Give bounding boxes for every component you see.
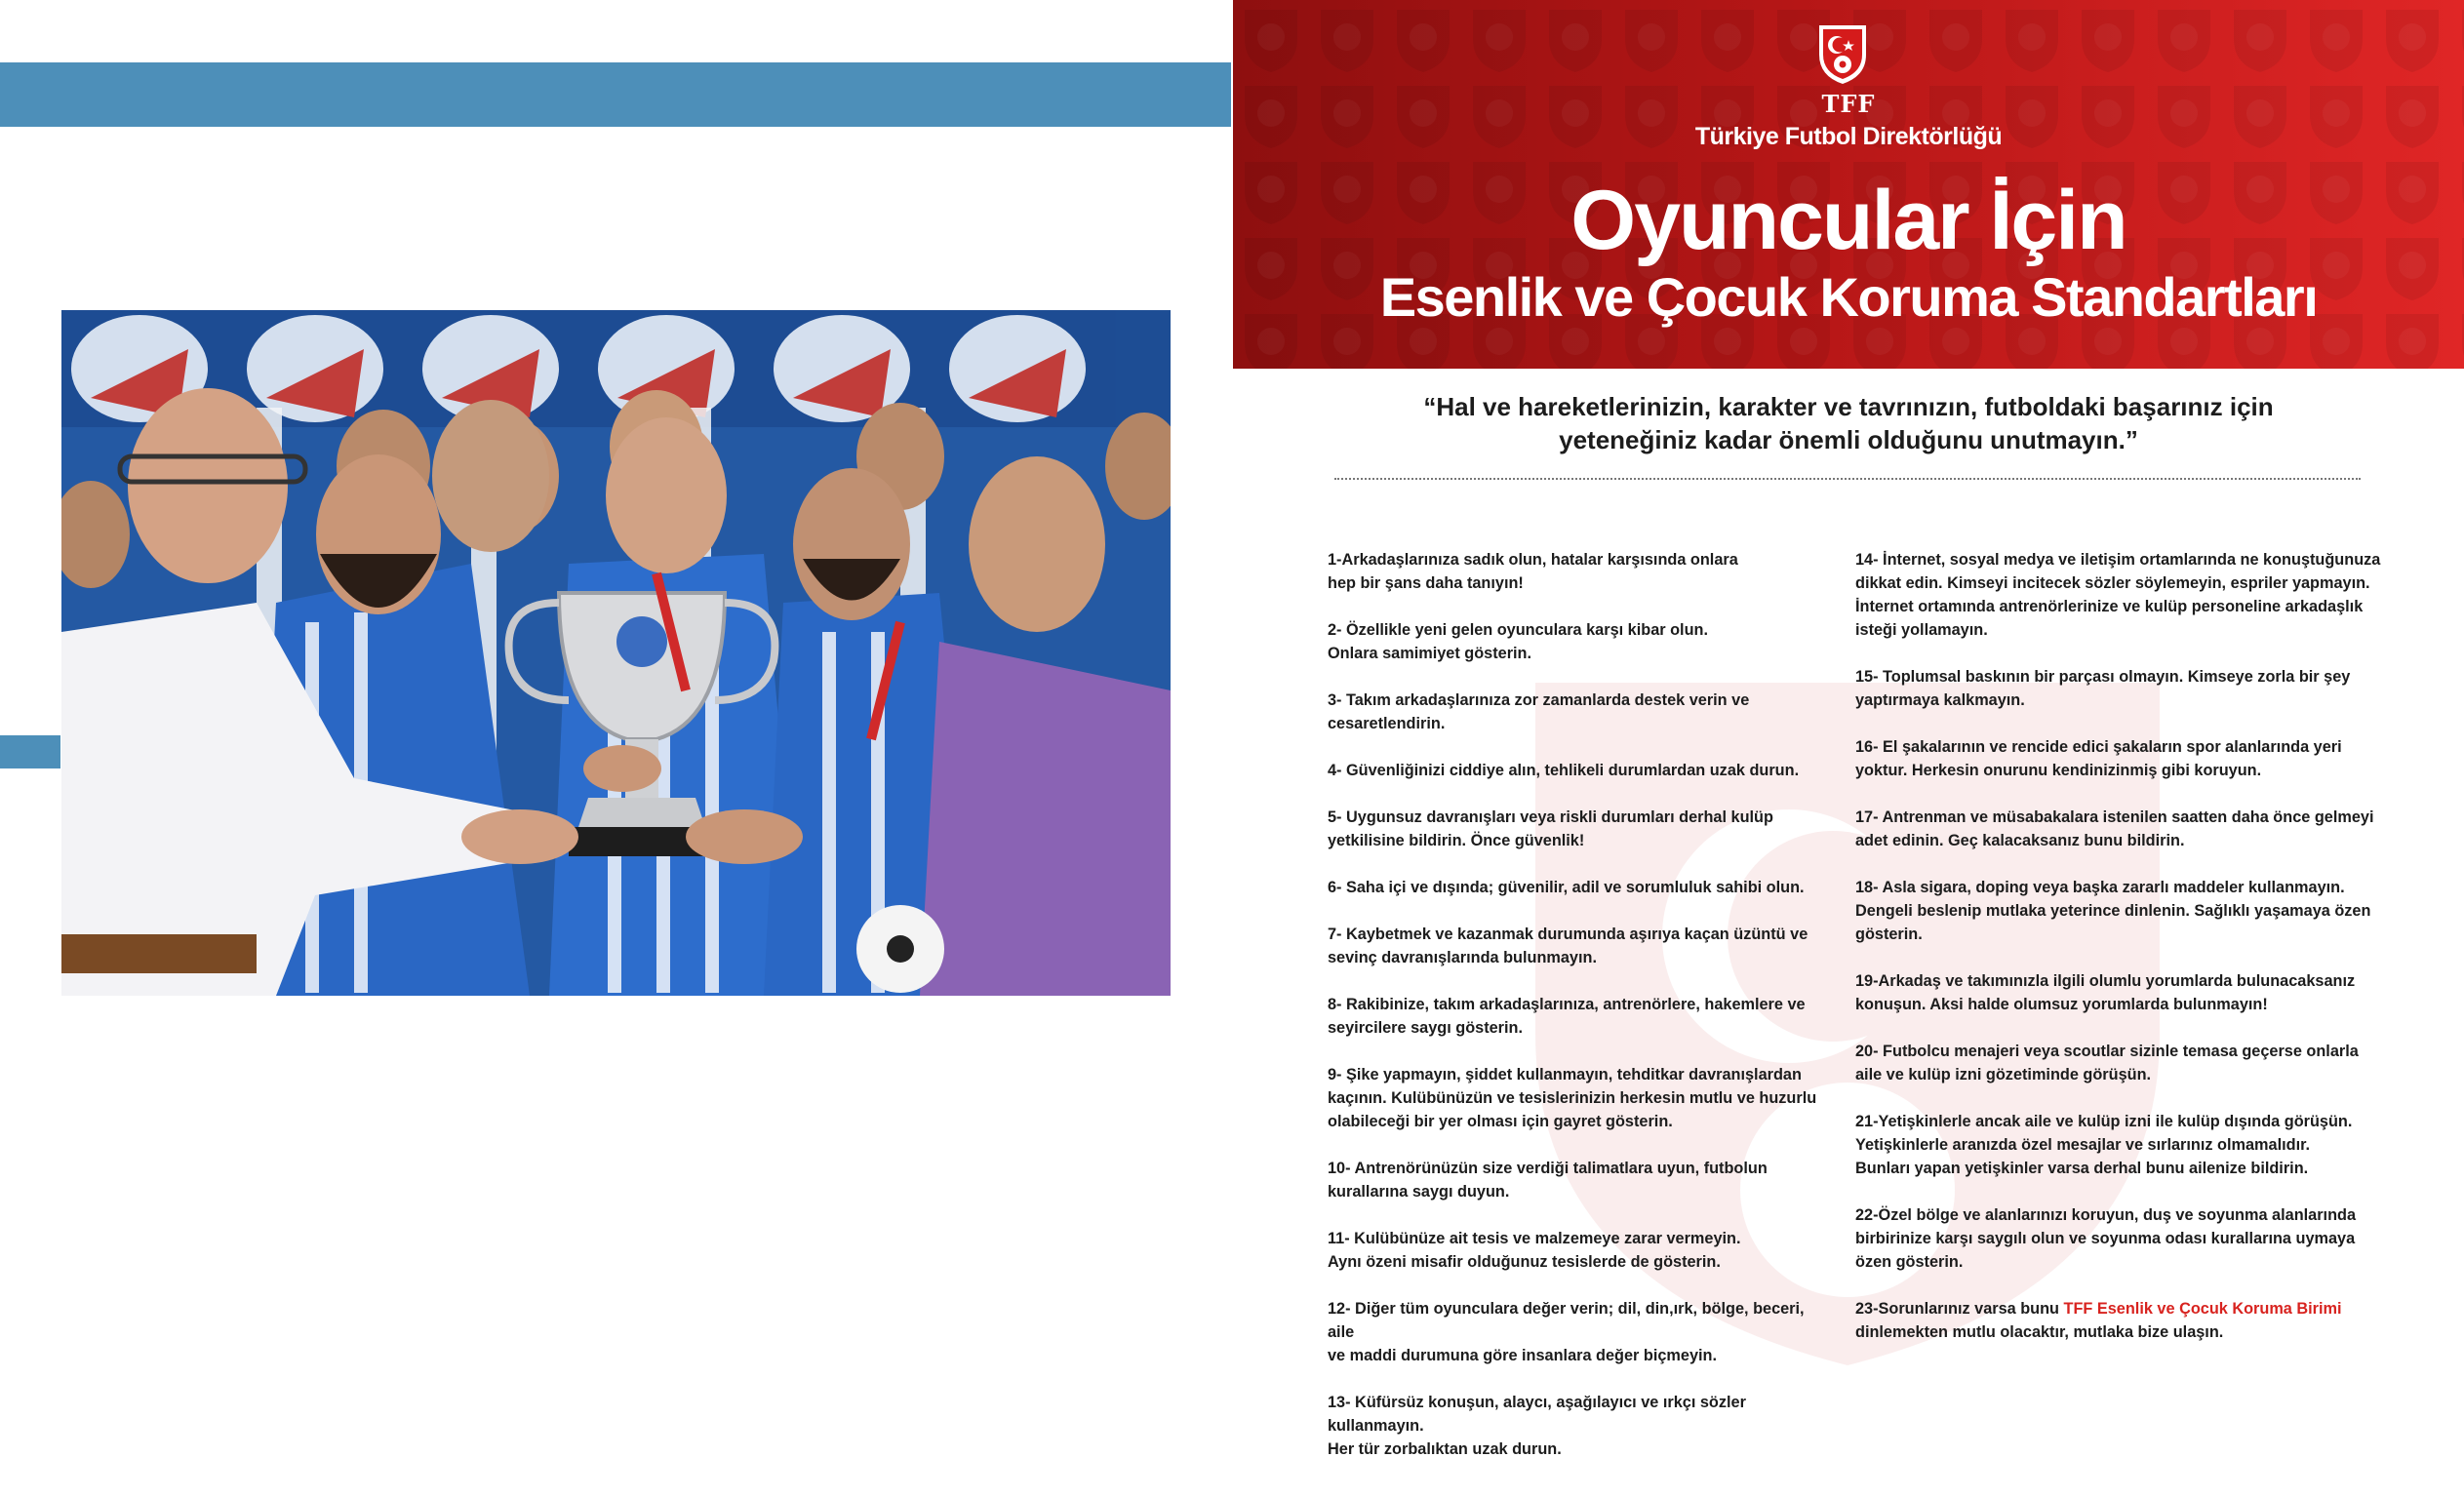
rule-line: adet edinin. Geç kalacaksanız bunu bildirin. <box>1855 832 2185 849</box>
rule-item <box>1328 923 1835 969</box>
blue-side-tab <box>0 735 60 768</box>
rule-line: 8- Rakibinize, takım arkadaşlarınıza, antrenörlere, hakemlere ve <box>1328 996 1806 1013</box>
rule-item <box>1328 1157 1835 1203</box>
rule-line: 19-Arkadaş ve takımınızla ilgili olumlu yorumlarda bulunacaksanız <box>1855 972 2356 990</box>
rule-line: 12- Diğer tüm oyunculara değer verin; dil, din,ırk, bölge, beceri, aile <box>1328 1300 1805 1341</box>
wellbeing-unit-link[interactable]: TFF Esenlik ve Çocuk Koruma Birimi <box>2063 1300 2342 1318</box>
rule-item <box>1328 689 1835 735</box>
rules-column-left <box>1328 548 1835 1484</box>
motto-quote <box>1292 390 2405 456</box>
trophy-ceremony-photo <box>61 310 1171 996</box>
rule-item <box>1855 1110 2382 1180</box>
quote-line: yeteneğiniz kadar önemli olduğunu unutmayın.” <box>1559 425 2138 454</box>
rule-line: 18- Asla sigara, doping veya başka zararlı maddeler kullanmayın. <box>1855 879 2345 896</box>
rule-item <box>1328 1297 1835 1367</box>
rule-line: gösterin. <box>1855 926 1923 943</box>
rule-item <box>1328 1227 1835 1274</box>
rule-line: 13- Küfürsüz konuşun, alaycı, aşağılayıcı ve ırkçı sözler kullanmayın. <box>1328 1394 1746 1435</box>
right-page <box>1233 0 2464 1497</box>
rule-line: özen gösterin. <box>1855 1253 1964 1271</box>
rule-line: 21-Yetişkinlerle ancak aile ve kulüp izni ile kulüp dışında görüşün. <box>1855 1113 2353 1130</box>
rule-line: 14- İnternet, sosyal medya ve iletişim ortamlarında ne konuştuğunuza <box>1855 551 2381 569</box>
rule-line: cesaretlendirin. <box>1328 715 1446 732</box>
blue-header-bar <box>0 62 1231 127</box>
rule-item <box>1855 876 2382 946</box>
rule-line: Dengeli beslenip mutlaka yeterince dinlenin. Sağlıklı yaşamaya özen <box>1855 902 2371 920</box>
rule-item <box>1328 548 1835 595</box>
left-page <box>0 0 1231 1497</box>
rule-line: birbirinize karşı saygılı olun ve soyunma odası kurallarına uymaya <box>1855 1230 2356 1247</box>
rule-line: Her tür zorbalıktan uzak durun. <box>1328 1440 1562 1458</box>
rule-line: 15- Toplumsal baskının bir parçası olmayın. Kimseye zorla bir şey <box>1855 668 2351 686</box>
rule-line: yetkilisine bildirin. Önce güvenlik! <box>1328 832 1585 849</box>
rule-line: sevinç davranışlarında bulunmayın. <box>1328 949 1597 966</box>
rule-item <box>1328 759 1835 782</box>
rule-line: yoktur. Herkesin onurunu kendinizinmiş gibi koruyun. <box>1855 762 2262 779</box>
rule-item <box>1328 1391 1845 1461</box>
directorate-name: Türkiye Futbol Direktörlüğü <box>1694 123 2003 150</box>
rule-line <box>1855 1297 2382 1320</box>
rule-line: İnternet ortamında antrenörlerinize ve kulüp personeline arkadaşlık <box>1855 598 2364 615</box>
rule-23-prefix: 23-Sorunlarınız varsa bunu <box>1855 1300 2064 1318</box>
rules-column-right <box>1855 548 2382 1367</box>
rule-line: 2- Özellikle yeni gelen oyunculara karşı kibar olun. <box>1328 621 1708 639</box>
rule-line: dikkat edin. Kimseyi incitecek sözler söylemeyin, espriler yapmayın. <box>1855 574 2370 592</box>
rule-line: dinlemekten mutlu olacaktır, mutlaka bize ulaşın. <box>1855 1323 2224 1341</box>
rule-line: Aynı özeni misafir olduğunuz tesislerde de gösterin. <box>1328 1253 1721 1271</box>
rule-line: Onlara samimiyet gösterin. <box>1328 645 1532 662</box>
rule-line: 3- Takım arkadaşlarınıza zor zamanlarda destek verin ve <box>1328 691 1750 709</box>
rule-line: isteği yollamayın. <box>1855 621 1988 639</box>
rule-item-contact <box>1855 1297 2382 1344</box>
rule-line: 7- Kaybetmek ve kazanmak durumunda aşırıya kaçan üzüntü ve <box>1328 926 1808 943</box>
rule-item <box>1855 1203 2382 1274</box>
rule-item <box>1328 1063 1835 1133</box>
rule-line: 20- Futbolcu menajeri veya scoutlar sizinle temasa geçerse onlarla <box>1855 1043 2359 1060</box>
rule-line: 5- Uygunsuz davranışları veya riskli durumları derhal kulüp <box>1328 808 1773 826</box>
rule-line: 22-Özel bölge ve alanlarınızı koruyun, duş ve soyunma alanlarında <box>1855 1206 2357 1224</box>
rule-line: seyircilere saygı gösterin. <box>1328 1019 1524 1037</box>
rule-line: yaptırmaya kalkmayın. <box>1855 691 2025 709</box>
page-title-line1: Oyuncular İçin <box>1570 174 2126 267</box>
rule-item <box>1855 735 2382 782</box>
rule-item <box>1855 806 2382 852</box>
rule-item <box>1855 548 2382 642</box>
rule-line: 11- Kulübünüze ait tesis ve malzemeye zarar vermeyin. <box>1328 1230 1741 1247</box>
rule-item <box>1855 969 2382 1016</box>
rule-line: hep bir şans daha tanıyın! <box>1328 574 1524 592</box>
photo-illustration <box>61 310 1171 996</box>
red-header-band <box>1233 0 2464 369</box>
rule-line: 17- Antrenman ve müsabakalara istenilen saatten daha önce gelmeyi <box>1855 808 2374 826</box>
rule-line: 9- Şike yapmayın, şiddet kullanmayın, tehditkar davranışlardan <box>1328 1066 1802 1083</box>
rule-line: kaçının. Kulübünüzün ve tesislerinizin herkesin mutlu ve huzurlu <box>1328 1089 1817 1107</box>
page-title-line2: Esenlik ve Çocuk Koruma Standartları <box>1379 266 2318 328</box>
rule-line: kurallarına saygı duyun. <box>1328 1183 1510 1201</box>
rule-line: aile ve kulüp izni gözetiminde görüşün. <box>1855 1066 2152 1083</box>
rule-item <box>1328 806 1835 852</box>
tff-acronym: TFF <box>1821 90 1876 118</box>
rule-line: Yetişkinlerle aranızda özel mesajlar ve sırlarınız olmamalıdır. <box>1855 1136 2311 1154</box>
rule-item <box>1328 993 1835 1040</box>
rule-line: konuşun. Aksi halde olumsuz yorumlarda bulunmayın! <box>1855 996 2268 1013</box>
rule-item <box>1855 1040 2382 1086</box>
rule-line: 4- Güvenliğinizi ciddiye alın, tehlikeli durumlardan uzak durun. <box>1328 762 1800 779</box>
rule-item <box>1855 665 2382 712</box>
rule-line: 10- Antrenörünüzün size verdiği talimatlara uyun, futbolun <box>1328 1160 1768 1177</box>
tff-shield-icon <box>1815 21 1870 86</box>
rule-line: 1-Arkadaşlarınıza sadık olun, hatalar karşısında onlara <box>1328 551 1738 569</box>
rule-line: olabileceği bir yer olması için gayret gösterin. <box>1328 1113 1673 1130</box>
rule-line: ve maddi durumuna göre insanlara değer biçmeyin. <box>1328 1347 1718 1364</box>
rule-item <box>1328 618 1835 665</box>
rule-line: Bunları yapan yetişkinler varsa derhal bunu ailenize bildirin. <box>1855 1160 2309 1177</box>
rule-item <box>1328 876 1835 899</box>
rule-line: 6- Saha içi ve dışında; güvenilir, adil ve sorumluluk sahibi olun. <box>1328 879 1805 896</box>
quote-line: “Hal ve hareketlerinizin, karakter ve tavrınızın, futboldaki başarınız için <box>1423 392 2274 421</box>
dotted-divider <box>1334 478 2361 480</box>
rule-line: 16- El şakalarının ve rencide edici şakaların spor alanlarında yeri <box>1855 738 2342 756</box>
